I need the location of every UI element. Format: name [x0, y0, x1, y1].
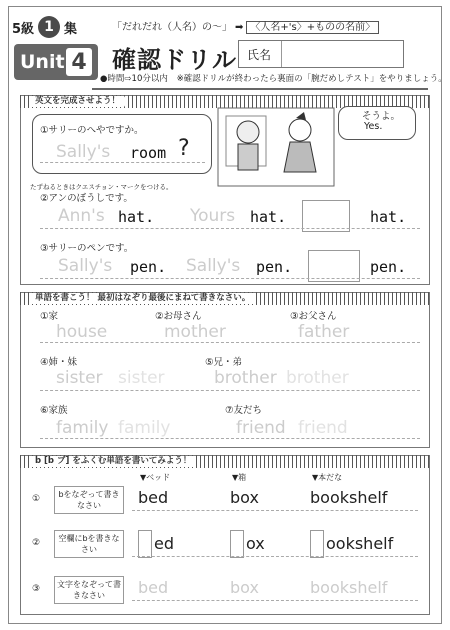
row2-number: ② [32, 538, 41, 548]
q3-trace-2[interactable]: Sally's [186, 256, 241, 276]
trace-friend[interactable]: friend [236, 418, 286, 438]
children-illustration [216, 106, 336, 188]
row2-baseline [132, 556, 418, 557]
word-label-brother: ⑤兄・弟 [205, 357, 243, 368]
row2-blank-bookshelf[interactable] [310, 530, 324, 558]
row2-ox: ox [246, 534, 265, 553]
row3-number: ③ [32, 584, 41, 594]
word-label-friend: ⑦友だち [225, 405, 263, 416]
q3-word-3: pen. [370, 258, 407, 276]
row3-baseline [132, 600, 418, 601]
q1-write-line [40, 162, 205, 163]
row2-ed: ed [154, 534, 174, 553]
row1-bookshelf[interactable]: bookshelf [310, 488, 388, 507]
arrow-icon: ➡ [235, 22, 244, 33]
q3-prompt: ③サリーのペンです。 [40, 243, 134, 254]
q2-word-1: hat. [118, 208, 155, 226]
row3-instruction: 文字をなぞって書きなさい [54, 576, 124, 604]
grade-label [12, 14, 102, 40]
theme-left: 「だれだれ（人名）の〜」 [112, 22, 232, 33]
trace-family-faint[interactable]: family [118, 418, 171, 438]
section3-bar [20, 455, 430, 468]
q3-trace-1[interactable]: Sally's [58, 256, 113, 276]
section1-heading: 英文を完成させよう！ [30, 96, 125, 107]
q2-trace-1[interactable]: Ann's [58, 206, 105, 226]
grade-text: 5級 [12, 21, 35, 37]
time-note: ※確認ドリルが終わったら裏面の「腕だめしテスト」をやりましょう。 [176, 74, 447, 84]
row1-box[interactable]: box [230, 488, 259, 507]
trace-brother-faint[interactable]: brother [286, 368, 349, 388]
row3-box[interactable]: box [230, 578, 259, 597]
q2-word-3: hat. [370, 208, 407, 226]
row3-write-line [40, 438, 420, 439]
trace-friend-faint[interactable]: friend [298, 418, 348, 438]
section2-bar [20, 292, 430, 305]
trace-sister-faint[interactable]: sister [118, 368, 165, 388]
col-bookshelf: ▼本だな [312, 473, 343, 482]
row1-number: ① [32, 494, 41, 504]
row2-instruction: 空欄にbを書きなさい [54, 530, 124, 558]
row3-bookshelf[interactable]: bookshelf [310, 578, 388, 597]
time-limit: ●時間⇨10分以内 [100, 74, 168, 84]
row1-bed[interactable]: bed [138, 488, 169, 507]
page-title: 確認ドリル [112, 46, 237, 74]
q1-prompt: ①サリーのへやですか。 [40, 125, 144, 136]
section3-heading: b [b ブ] をふくむ単語を書いてみよう！ [30, 456, 196, 467]
word-label-family: ⑥家族 [40, 405, 68, 416]
q3-word-1: pen. [130, 258, 167, 276]
grade-number: 1 [38, 16, 60, 38]
row1-write-line [40, 342, 420, 343]
col-bed: ▼ベッド [140, 473, 171, 482]
name-divider [281, 41, 282, 67]
row2-ookshelf: ookshelf [326, 534, 394, 553]
unit-label: Unit [20, 51, 65, 73]
name-field[interactable] [238, 40, 404, 68]
q3-word-2: pen. [256, 258, 293, 276]
trace-father[interactable]: father [298, 322, 350, 342]
trace-house[interactable]: house [56, 322, 108, 342]
answer-en: Yes. [364, 121, 383, 132]
q2-prompt: ②アンのぼうしです。 [40, 193, 133, 204]
trace-mother[interactable]: mother [164, 322, 226, 342]
theme-line [112, 18, 379, 33]
q3-write-line [40, 278, 420, 279]
trace-sister[interactable]: sister [56, 368, 103, 388]
q2-word-2: hat. [250, 208, 287, 226]
word-label-sister: ④姉・妹 [40, 357, 78, 368]
answer-ja: そうよ。 [362, 111, 401, 122]
word-label-mother: ②お母さん [155, 311, 202, 322]
q1-word: room [130, 144, 167, 162]
time-line [100, 72, 447, 84]
q1-question-mark: ? [178, 136, 190, 161]
word-label-father: ③お父さん [290, 311, 337, 322]
row2-write-line [40, 390, 420, 391]
header-rule [92, 88, 428, 90]
row2-blank-box[interactable] [230, 530, 244, 558]
q2-write-line [40, 228, 420, 229]
col-box: ▼箱 [232, 473, 247, 482]
name-label: 氏名 [247, 47, 272, 62]
row2-blank-bed[interactable] [138, 530, 152, 558]
unit-number: 4 [66, 48, 92, 76]
q1-trace[interactable]: Sally's [56, 142, 111, 162]
q1-hint: たずねるときはクエスチョン・マークをつける。 [30, 183, 173, 191]
grade-suffix: 集 [64, 21, 78, 37]
theme-right: 〈人名+'s〉+ものの名前〉 [246, 21, 379, 34]
row1-instruction: bをなぞって書きなさい [54, 486, 124, 514]
row3-bed[interactable]: bed [138, 578, 169, 597]
trace-family[interactable]: family [56, 418, 109, 438]
q2-trace-2[interactable]: Yours [190, 206, 236, 226]
unit-badge [14, 44, 98, 80]
section2-heading: 単語を書こう！ 最初はなぞり最後にまねて書きなさい。 [30, 293, 255, 304]
trace-brother[interactable]: brother [214, 368, 277, 388]
row1-baseline [132, 510, 418, 511]
word-label-house: ①家 [40, 311, 59, 322]
